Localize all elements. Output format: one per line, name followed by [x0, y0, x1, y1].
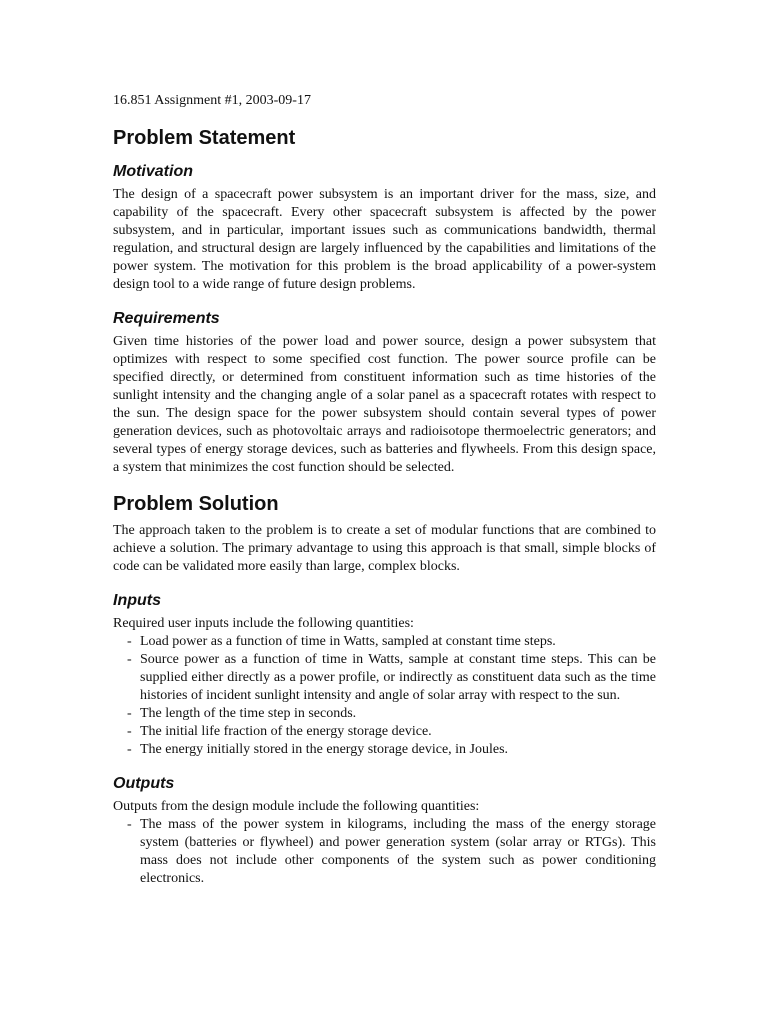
document-page [113, 92, 656, 888]
subsection-heading-requirements: Requirements [113, 310, 220, 327]
section-title-problem-solution: Problem Solution [113, 493, 279, 515]
outputs-lead: Outputs from the design module include the following quantities: [113, 799, 480, 814]
inputs-lead: Required user inputs include the following quantities: [113, 616, 414, 631]
list-dash: - [127, 817, 132, 832]
list-item: - Source power as a function of time in Watts, sample at constant time steps. This can be supplied either directly as a power profile, or indirectly as constituent data such as the time histories of incident sunlight intensity and angle of solar array with respect to the sun. [127, 652, 656, 703]
section-title-problem-statement: Problem Statement [113, 127, 296, 149]
subsection-heading-inputs: Inputs [113, 592, 161, 609]
list-dash: - [127, 724, 132, 739]
subsection-heading-outputs: Outputs [113, 775, 175, 792]
list-item: - The length of the time step in seconds. [127, 706, 357, 721]
motivation-paragraph: The design of a spacecraft power subsystem is an important driver for the mass, size, and capability of the spacecraft. Every other spacecraft subsystem is affected by the power subsystem, and in particular, important issues such as communications bandwidth, thermal regulation, and structural design are largely influenced by the capabilities and limitations of the power system. The motivation for this problem is the broad applicability of a power-system design tool to a wide range of future design problems. [113, 187, 656, 292]
list-dash: - [127, 742, 132, 757]
solution-intro-paragraph: The approach taken to the problem is to create a set of modular functions that are combined to achieve a solution. The primary advantage to using this approach is that small, simple blocks of code can be validated more easily than large, complex blocks. [113, 523, 656, 574]
list-dash: - [127, 652, 132, 667]
list-dash: - [127, 706, 132, 721]
list-item: - The mass of the power system in kilograms, including the mass of the energy storage system (batteries or flywheel) and power generation system (solar array or RTGs). This mass does not include other components of the system such as power conditioning electronics. [127, 817, 656, 886]
list-item: - Load power as a function of time in Watts, sampled at constant time steps. [127, 634, 556, 649]
inputs-list [113, 633, 656, 759]
list-item: - The energy initially stored in the energy storage device, in Joules. [127, 742, 509, 757]
list-dash: - [127, 634, 132, 649]
outputs-list [113, 816, 656, 888]
requirements-paragraph: Given time histories of the power load and power source, design a power subsystem that optimizes with respect to some specified cost function. The power source profile can be specified directly, or determined from constituent information such as time histories of the sunlight intensity and the changing angle of a solar panel as a spacecraft rotates with respect to the sun. The design space for the power subsystem should contain several types of power generation devices, such as photovoltaic arrays and radioisotope thermoelectric generators; and several types of energy storage devices, such as batteries and flywheels. From this design space, a system that minimizes the cost function should be selected. [113, 334, 656, 475]
assignment-header: 16.851 Assignment #1, 2003-09-17 [113, 93, 311, 108]
subsection-heading-motivation: Motivation [113, 163, 193, 180]
list-item: - The initial life fraction of the energy storage device. [127, 724, 432, 739]
